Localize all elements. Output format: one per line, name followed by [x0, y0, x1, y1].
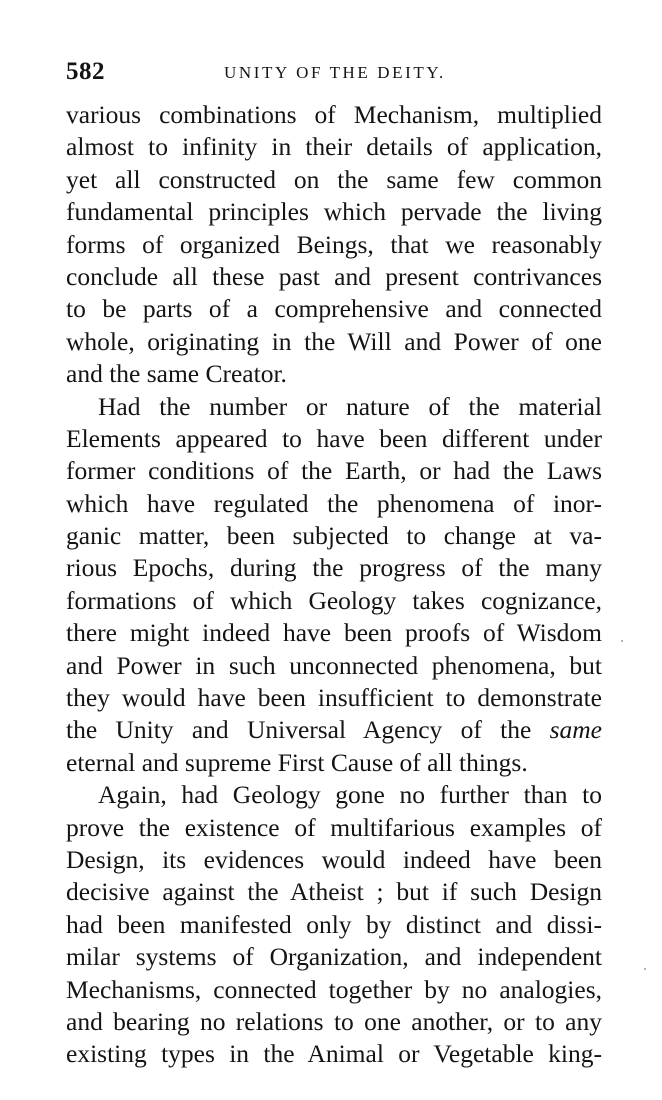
text-line: eternal and supreme First Cause of all things. [66, 747, 528, 777]
text-line: decisive against the Atheist ; but if such Design [66, 877, 602, 907]
text-line: almost to infinity in their details of application, [66, 132, 602, 162]
text-line: existing types in the Animal or Vegetable king- [66, 1039, 602, 1069]
text-line: formations of which Geology takes cognizance, [66, 585, 602, 615]
text-line: they would have been insufficient to demonstrate [66, 683, 602, 713]
text-line: former conditions of the Earth, or had the Laws [66, 456, 602, 486]
text-line: whole, originating in the Will and Power of one [66, 326, 602, 356]
body-text [66, 99, 602, 1071]
text-line: rious Epochs, during the progress of the many [66, 553, 602, 583]
text-line: yet all constructed on the same few common [66, 164, 602, 194]
text-line: and the same Creator. [66, 359, 287, 389]
text-line: milar systems of Organization, and independent [66, 942, 602, 972]
print-speck [644, 968, 646, 970]
text-line: Had the number or nature of the material [98, 391, 602, 421]
text-line: prove the existence of multifarious examples of [66, 812, 602, 842]
text-line: there might indeed have been proofs of Wisdom [66, 618, 602, 648]
text-line: forms of organized Beings, that we reasonably [66, 229, 602, 259]
text-line: various combinations of Mechanism, multiplied [66, 100, 602, 129]
running-head: UNITY OF THE DEITY. [224, 63, 446, 82]
text-line: conclude all these past and present contrivances [66, 261, 602, 291]
page-header [66, 57, 602, 87]
text-line: fundamental principles which pervade the living [66, 197, 602, 227]
text-line: had been manifested only by distinct and dissi- [66, 909, 602, 939]
text-segment: the Unity and Universal Agency of the [66, 715, 550, 745]
text-line: Design, its evidences would indeed have been [66, 844, 602, 874]
text-line: to be parts of a comprehensive and connected [66, 294, 602, 324]
italic-word: same [549, 715, 602, 745]
text-line: and bearing no relations to one another, or to any [66, 1006, 602, 1036]
text-line: Mechanisms, connected together by no analogies, [66, 974, 602, 1004]
print-speck [621, 640, 623, 642]
text-line: Elements appeared to have been different under [66, 423, 602, 453]
text-line: ganic matter, been subjected to change at va- [66, 521, 602, 551]
text-line-with-italic [66, 714, 602, 746]
text-line: and Power in such unconnected phenomena, but [66, 650, 602, 680]
page-number: 582 [66, 58, 105, 85]
text-line: Again, had Geology gone no further than to [98, 780, 602, 810]
text-line: which have regulated the phenomena of inor- [66, 488, 602, 518]
